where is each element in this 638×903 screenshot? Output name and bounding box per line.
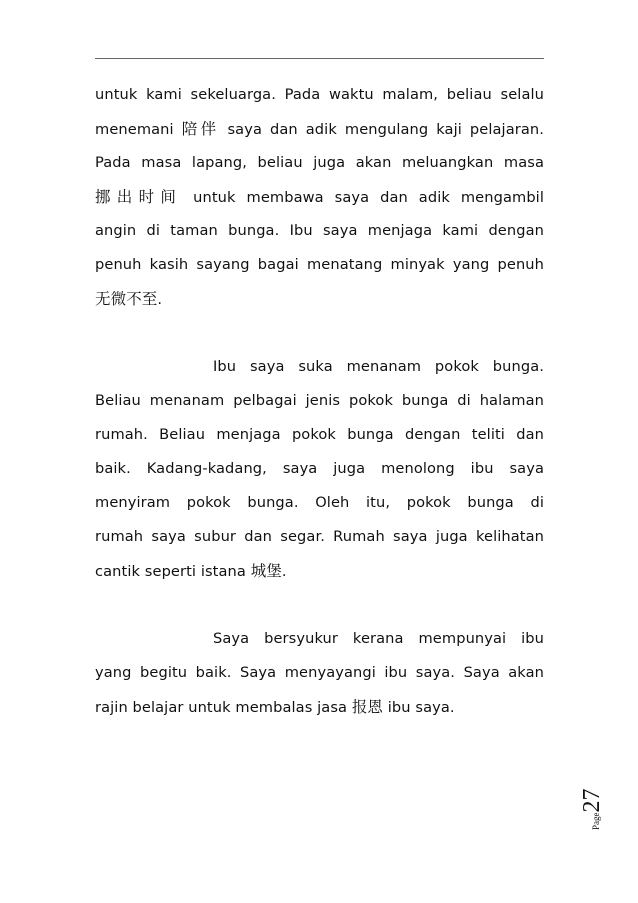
chinese-annotation: 无微不至 [95,290,158,308]
chinese-annotation: 城堡 [250,562,282,580]
text-line: Beliau menanam pelbagai jenis pokok bunga di halaman [95,392,544,409]
chinese-annotation: 报恩 [351,698,384,716]
text-span: cantik seperti istana [95,563,251,580]
text-span: . [281,563,287,580]
paragraph-2 [95,350,544,588]
text-line: Saya bersyukur kerana mempunyai ibu [213,630,544,647]
page-number-value: 27 [579,788,605,813]
header-rule [95,58,544,59]
text-line: yang begitu baik. Saya menyayangi ibu saya. Saya akan [95,664,544,681]
page-number [579,789,606,831]
chinese-annotation: 挪出时间 [95,188,183,206]
text-line: baik. Kadang-kadang, saya juga menolong ibu saya [95,460,544,477]
text-line: rumah saya subur dan segar. Rumah saya juga kelihatan [95,528,544,545]
text-span: ibu saya. [383,699,455,716]
page-label: Page [591,812,601,830]
paragraph-gap [95,588,544,622]
paragraph-3 [95,622,544,724]
page-number-footer [575,770,603,840]
text-line: untuk kami sekeluarga. Pada waktu malam, beliau selalu [95,86,544,103]
text-line [95,180,544,214]
text-line [95,112,544,146]
text-line: rumah. Beliau menjaga pokok bunga dengan teliti dan [95,426,544,443]
text-line: menyiram pokok bunga. Oleh itu, pokok bunga di [95,494,544,511]
text-span: saya dan adik mengulang kaji pelajaran. [219,121,544,138]
paragraph-gap [95,316,544,350]
text-line [95,282,544,316]
text-line: angin di taman bunga. Ibu saya menjaga kami dengan [95,222,544,239]
text-span: untuk membawa saya dan adik mengambil [182,189,544,206]
text-line: Ibu saya suka menanam pokok bunga. [213,358,544,375]
text-line [95,690,544,724]
text-line: Pada masa lapang, beliau juga akan meluangkan masa [95,154,544,171]
document-body [95,78,544,724]
chinese-annotation: 陪伴 [181,120,220,138]
text-span: rajin belajar untuk membalas jasa [95,699,352,716]
text-span: . [157,291,163,308]
paragraph-1 [95,78,544,316]
text-line [95,554,544,588]
text-span: menemani [95,121,182,138]
text-line: penuh kasih sayang bagai menatang minyak yang penuh [95,256,544,273]
